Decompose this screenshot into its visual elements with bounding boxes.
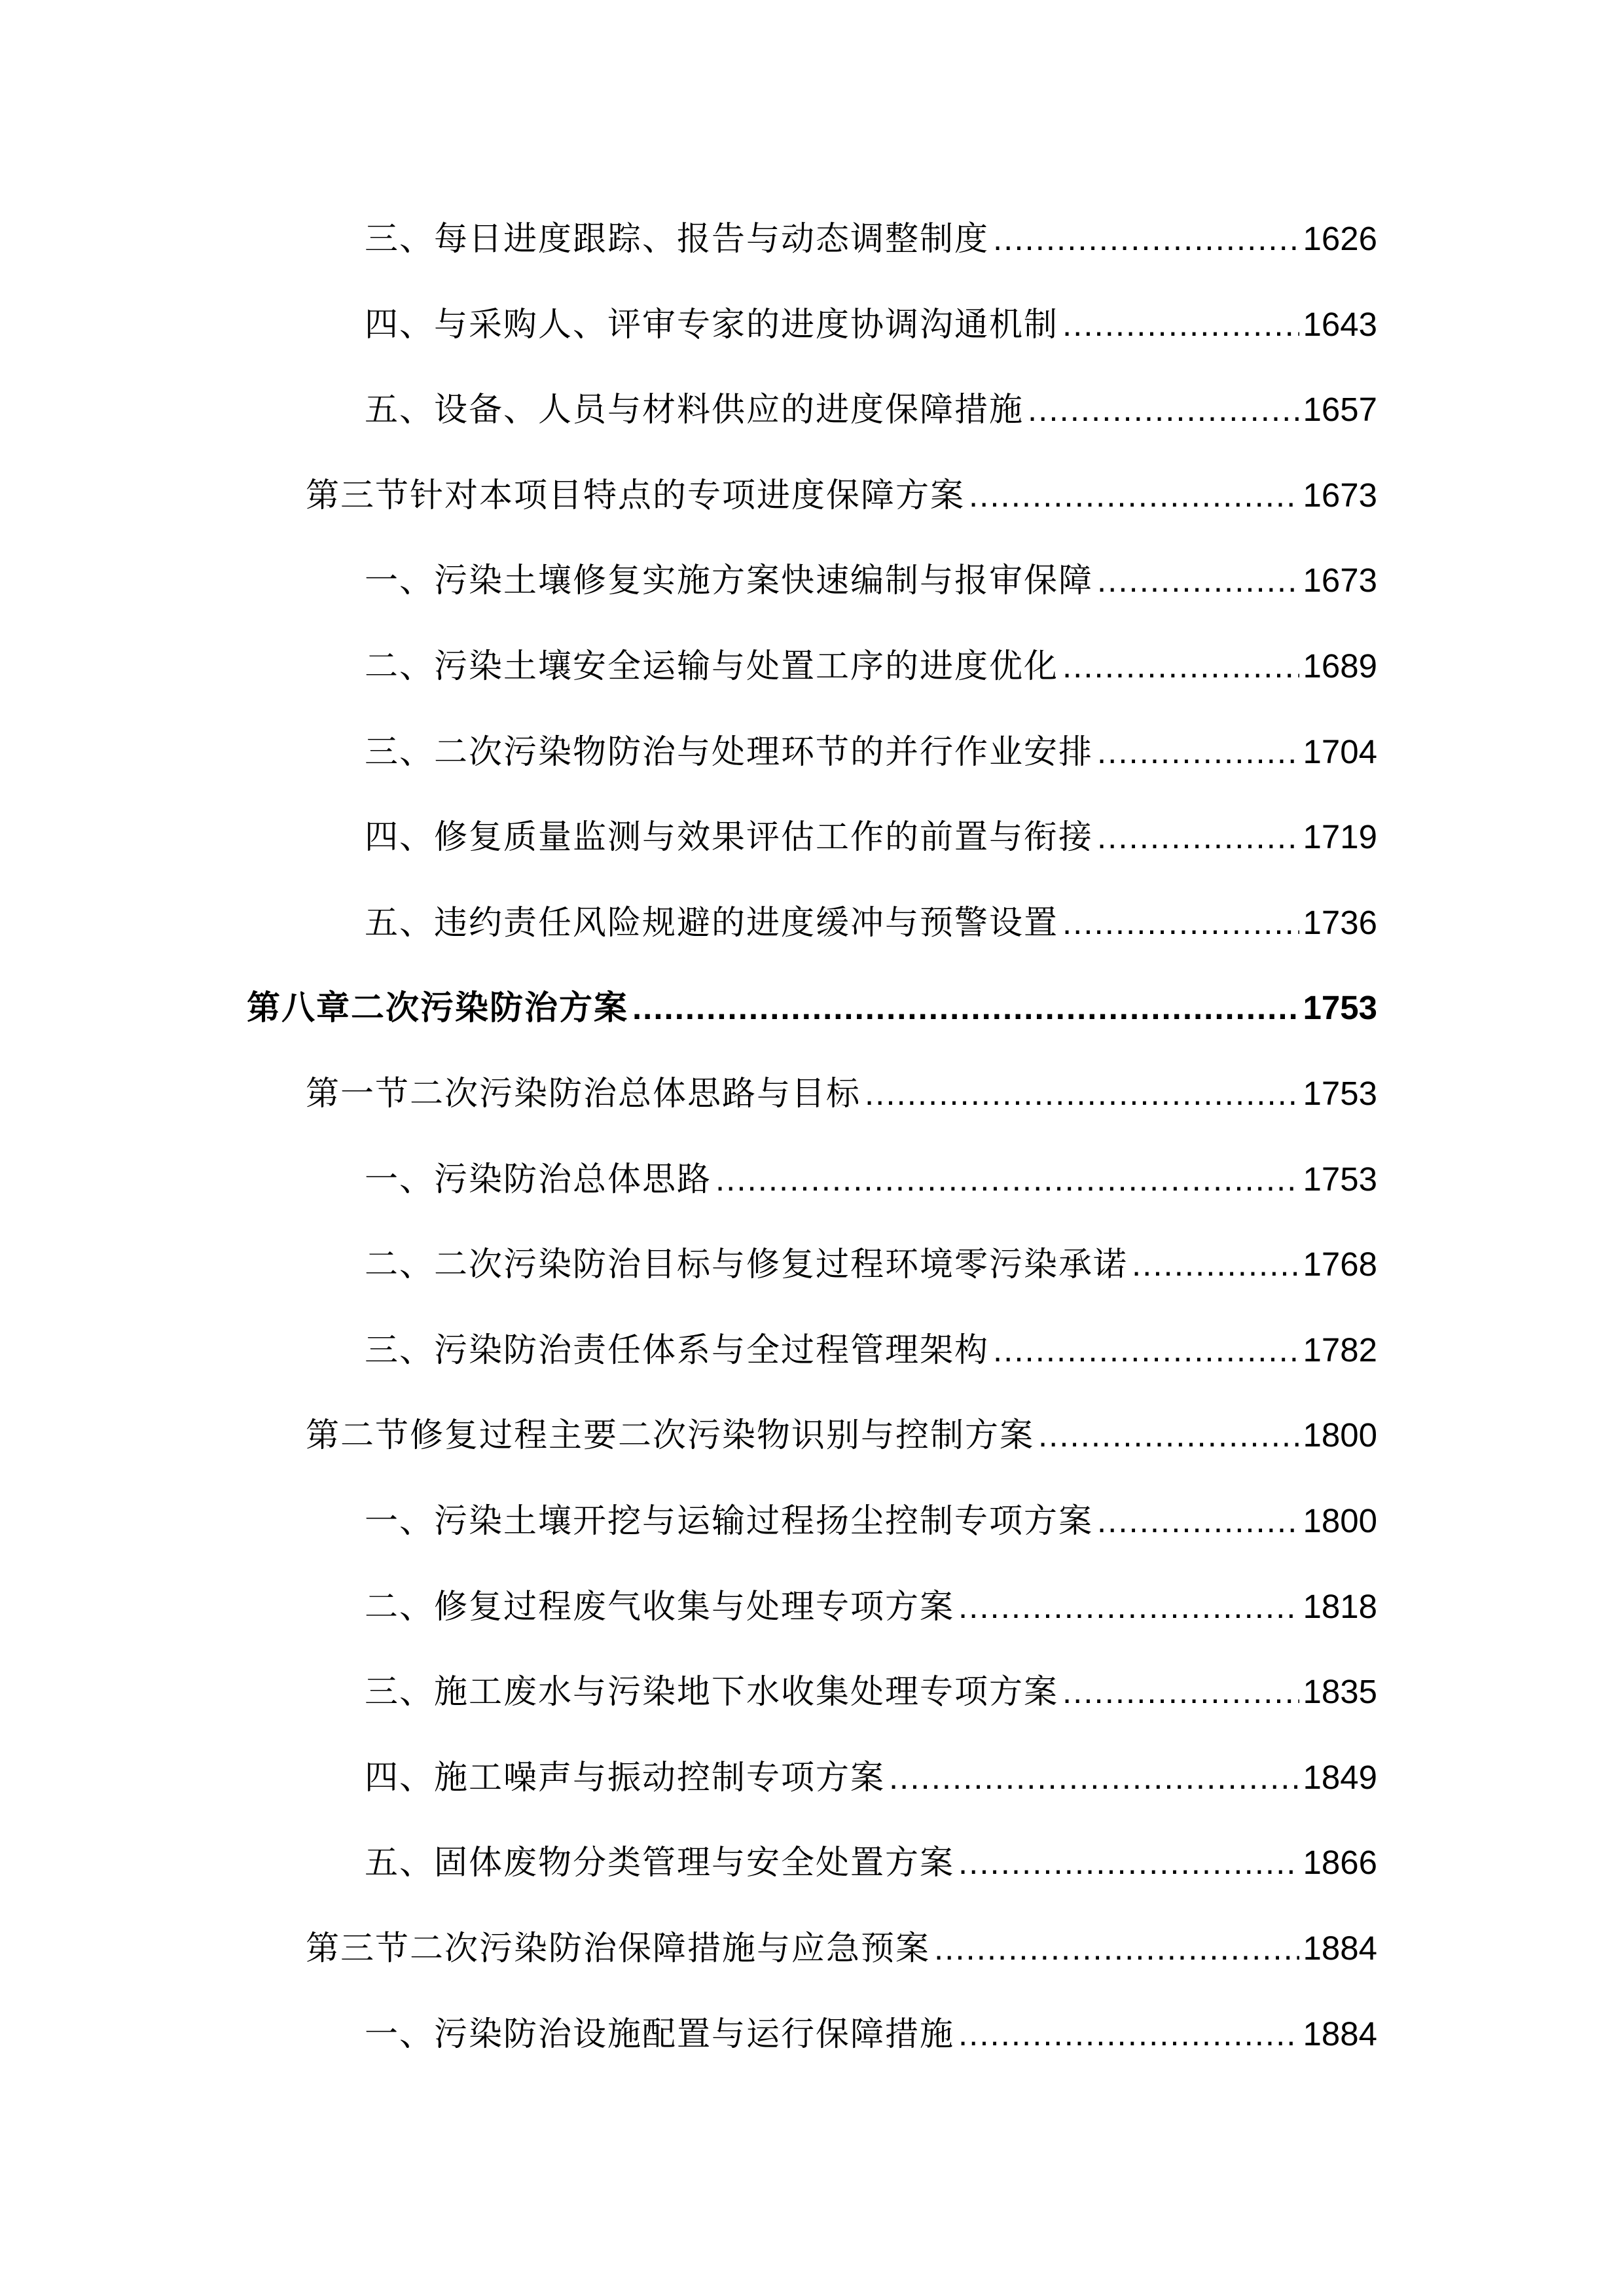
toc-page-number: 1768 bbox=[1303, 1246, 1377, 1283]
toc-subsection-entry[interactable] bbox=[365, 1321, 1377, 1380]
toc-dot-leader bbox=[715, 1150, 1299, 1209]
toc-entry-title: 三、二次污染物防治与处理环节的并行作业安排 bbox=[365, 732, 1094, 772]
toc-page-number: 1753 bbox=[1303, 989, 1377, 1027]
toc-page-number: 1719 bbox=[1303, 818, 1377, 856]
toc-dot-leader bbox=[632, 978, 1299, 1037]
toc-dot-leader bbox=[958, 1833, 1299, 1892]
toc-entry-title: 三、施工废水与污染地下水收集处理专项方案 bbox=[365, 1673, 1059, 1712]
toc-subsection-entry[interactable] bbox=[365, 551, 1377, 610]
toc-entry-title: 第八章二次污染防治方案 bbox=[247, 989, 629, 1028]
toc-page-number: 1753 bbox=[1303, 1160, 1377, 1198]
toc-subsection-entry[interactable] bbox=[365, 1577, 1377, 1636]
toc-page-number: 1884 bbox=[1303, 2015, 1377, 2053]
toc-entry-title: 第一节二次污染防治总体思路与目标 bbox=[306, 1075, 861, 1113]
toc-entry-title: 四、与采购人、评审专家的进度协调沟通机制 bbox=[365, 305, 1059, 344]
toc-subsection-entry[interactable] bbox=[365, 380, 1377, 439]
toc-dot-leader bbox=[889, 1748, 1299, 1807]
toc-page-number: 1884 bbox=[1303, 1929, 1377, 1967]
toc-subsection-entry[interactable] bbox=[365, 1235, 1377, 1294]
toc-dot-leader bbox=[1038, 1406, 1299, 1465]
toc-dot-leader bbox=[958, 1577, 1299, 1636]
toc-entry-title: 四、施工噪声与振动控制专项方案 bbox=[365, 1758, 886, 1797]
toc-page-number: 1849 bbox=[1303, 1758, 1377, 1796]
toc-chapter-entry[interactable] bbox=[247, 978, 1377, 1037]
toc-dot-leader bbox=[1062, 1662, 1299, 1721]
toc-section-entry[interactable] bbox=[306, 1919, 1377, 1978]
toc-dot-leader bbox=[865, 1064, 1299, 1123]
toc-dot-leader bbox=[993, 209, 1299, 268]
toc-entry-title: 第二节修复过程主要二次污染物识别与控制方案 bbox=[306, 1416, 1035, 1456]
toc-subsection-entry[interactable] bbox=[365, 209, 1377, 268]
toc-dot-leader bbox=[934, 1919, 1299, 1978]
toc-entry-title: 第三节二次污染防治保障措施与应急预案 bbox=[306, 1929, 931, 1968]
toc-dot-leader bbox=[1097, 1492, 1299, 1551]
toc-entry-title: 一、污染防治总体思路 bbox=[365, 1160, 712, 1199]
toc-dot-leader bbox=[1097, 723, 1299, 781]
toc-subsection-entry[interactable] bbox=[365, 1748, 1377, 1807]
toc-entry-title: 一、污染土壤修复实施方案快速编制与报审保障 bbox=[365, 562, 1094, 601]
toc-entry-title: 二、污染土壤安全运输与处置工序的进度优化 bbox=[365, 647, 1059, 686]
toc-subsection-entry[interactable] bbox=[365, 723, 1377, 781]
toc-subsection-entry[interactable] bbox=[365, 2005, 1377, 2064]
toc-page-number: 1800 bbox=[1303, 1416, 1377, 1454]
toc-entry-title: 二、修复过程废气收集与处理专项方案 bbox=[365, 1587, 955, 1626]
toc-dot-leader bbox=[1062, 637, 1299, 696]
toc-entry-title: 五、设备、人员与材料供应的进度保障措施 bbox=[365, 391, 1024, 430]
toc-page-number: 1866 bbox=[1303, 1844, 1377, 1882]
toc-entry-title: 一、污染土壤开挖与运输过程扬尘控制专项方案 bbox=[365, 1502, 1094, 1541]
toc-page-number: 1800 bbox=[1303, 1502, 1377, 1539]
toc-section-entry[interactable] bbox=[306, 1064, 1377, 1123]
toc-page-number: 1643 bbox=[1303, 305, 1377, 343]
toc-subsection-entry[interactable] bbox=[365, 893, 1377, 952]
toc-subsection-entry[interactable] bbox=[365, 808, 1377, 867]
toc-subsection-entry[interactable] bbox=[365, 295, 1377, 354]
toc-page-number: 1626 bbox=[1303, 220, 1377, 257]
toc-entry-title: 三、污染防治责任体系与全过程管理架构 bbox=[365, 1331, 990, 1370]
toc-dot-leader bbox=[969, 466, 1299, 525]
toc-entry-title: 第三节针对本项目特点的专项进度保障方案 bbox=[306, 476, 965, 515]
toc-page-number: 1657 bbox=[1303, 391, 1377, 429]
toc-dot-leader bbox=[993, 1321, 1299, 1380]
toc-subsection-entry[interactable] bbox=[365, 1492, 1377, 1551]
toc-dot-leader bbox=[1097, 551, 1299, 610]
toc-entry-title: 三、每日进度跟踪、报告与动态调整制度 bbox=[365, 220, 990, 259]
toc-subsection-entry[interactable] bbox=[365, 637, 1377, 696]
toc-dot-leader bbox=[1062, 295, 1299, 354]
toc-entry-title: 四、修复质量监测与效果评估工作的前置与衔接 bbox=[365, 818, 1094, 857]
toc-subsection-entry[interactable] bbox=[365, 1833, 1377, 1892]
toc-page-number: 1689 bbox=[1303, 647, 1377, 685]
toc-section-entry[interactable] bbox=[306, 1406, 1377, 1465]
toc-dot-leader bbox=[1028, 380, 1299, 439]
toc-section-entry[interactable] bbox=[306, 466, 1377, 525]
toc-entry-title: 一、污染防治设施配置与运行保障措施 bbox=[365, 2015, 955, 2054]
toc-page-number: 1673 bbox=[1303, 476, 1377, 514]
toc-dot-leader bbox=[1062, 893, 1299, 952]
toc-page-number: 1704 bbox=[1303, 732, 1377, 770]
toc-entry-title: 五、固体废物分类管理与安全处置方案 bbox=[365, 1844, 955, 1883]
toc-page-number: 1818 bbox=[1303, 1587, 1377, 1625]
toc-page-number: 1736 bbox=[1303, 903, 1377, 941]
toc-dot-leader bbox=[1097, 808, 1299, 867]
toc-page-number: 1673 bbox=[1303, 562, 1377, 600]
toc-page-number: 1835 bbox=[1303, 1673, 1377, 1711]
toc-entry-title: 五、违约责任风险规避的进度缓冲与预警设置 bbox=[365, 903, 1059, 942]
toc-page-number: 1782 bbox=[1303, 1331, 1377, 1369]
toc-page-number: 1753 bbox=[1303, 1075, 1377, 1112]
toc-dot-leader bbox=[958, 2005, 1299, 2064]
toc-dot-leader bbox=[1132, 1235, 1299, 1294]
toc-entry-title: 二、二次污染防治目标与修复过程环境零污染承诺 bbox=[365, 1246, 1128, 1285]
toc-subsection-entry[interactable] bbox=[365, 1150, 1377, 1209]
toc-subsection-entry[interactable] bbox=[365, 1662, 1377, 1721]
